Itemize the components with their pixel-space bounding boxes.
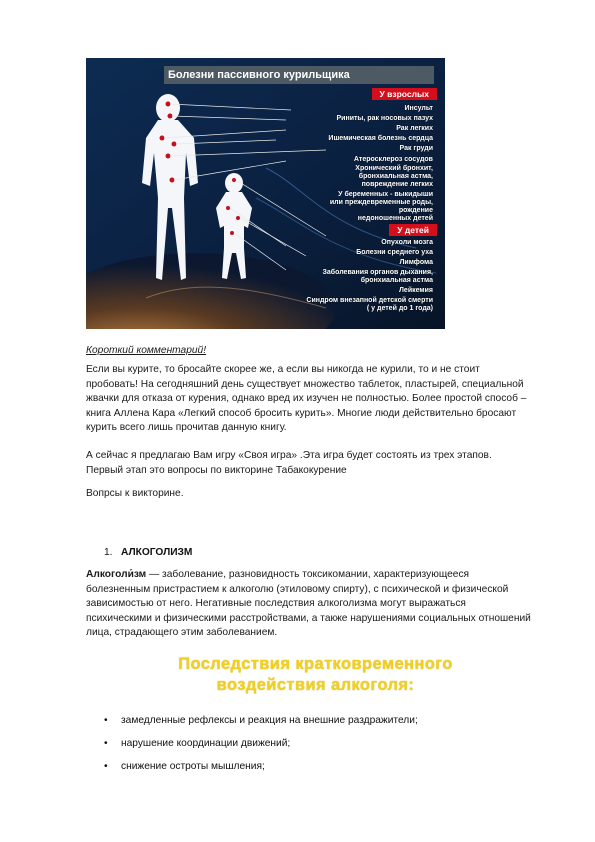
- text-line: курить всего лишь прочитав данную книгу.: [86, 422, 287, 433]
- poster-child-item: Лимфома: [399, 259, 433, 266]
- poster-adult-item: Хронический бронхит,: [355, 165, 433, 172]
- text-line: лица, страдающего этим заболеванием.: [86, 627, 278, 638]
- consequences-banner: [86, 654, 545, 696]
- bullet-dot-icon: •: [104, 761, 108, 772]
- quiz-questions-label: Вопрсы к викторине.: [86, 488, 184, 499]
- text-line: жвачки для отказа от курения, однако вред их изучен не полностью. Более простой способ –: [86, 393, 527, 404]
- poster-child-item: Синдром внезапной детской смерти: [306, 297, 433, 304]
- poster-child-item: бронхиальная астма: [360, 277, 433, 284]
- poster-child-item: Опухоли мозга: [381, 239, 433, 246]
- text-line: болезненным пристрастием к алкоголю (этиловому спирту), с психической и физической: [86, 583, 509, 595]
- poster-adult-item: бронхиальная астма,: [358, 173, 433, 180]
- paragraph-quit-smoking: [86, 363, 526, 436]
- poster-adult-item: Риниты, рак носовых пазух: [336, 115, 433, 122]
- poster-adult-item: или преждевременные роды,: [329, 199, 433, 206]
- section-number: 1.: [104, 547, 113, 558]
- passive-smoker-diseases-image: [86, 58, 445, 329]
- poster-title: Болезни пассивного курильщика: [164, 66, 434, 84]
- poster-children-header: У детей: [389, 224, 437, 236]
- text-line: Первый этап это вопросы по викторине Табакокурение: [86, 464, 347, 476]
- section-title: АЛКОГОЛИЗМ: [121, 547, 193, 558]
- text-line: А сейчас я предлагаю Вам игру «Своя игра» .Эта игра будет состоять из трех этапов.: [86, 450, 492, 461]
- alcoholism-definition: [86, 568, 556, 641]
- text-line: книга Аллена Кара «Легкий способ бросить курить». Многие люди действительно бросают: [86, 407, 517, 419]
- banner-line: Последствия кратковременного: [178, 655, 453, 673]
- poster-adult-item: Атеросклероз сосудов: [353, 156, 433, 163]
- text-line: психическими и физическими расстройствами, а также нарушениями социальных отношений: [86, 612, 531, 624]
- poster-adult-item: Инсульт: [404, 105, 433, 112]
- banner-line: воздействия алкоголя:: [216, 676, 415, 694]
- text-line: — заболевание, разновидность токсикомании, характеризующееся: [146, 569, 470, 580]
- poster-adult-item: повреждение легких: [361, 181, 433, 188]
- bullet-item: замедленные рефлексы и реакция на внешние раздражители;: [121, 715, 418, 726]
- bullet-dot-icon: •: [104, 715, 108, 726]
- text-line: Если вы курите, то бросайте скорее же, а если вы никогда не курили, то и не стоит: [86, 364, 480, 375]
- definition-term: Алкоголи́зм: [86, 569, 147, 580]
- poster-adult-item: У беременных - выкидыши: [338, 191, 433, 198]
- poster-child-item: Болезни среднего уха: [356, 249, 433, 256]
- bullet-dot-icon: •: [104, 738, 108, 749]
- comment-link[interactable]: Короткий комментарий!: [86, 345, 207, 356]
- bullet-item: нарушение координации движений;: [121, 738, 291, 749]
- poster-child-item: Лейкемия: [399, 287, 433, 294]
- poster-adult-item: Рак груди: [399, 145, 433, 152]
- poster-adult-item: Рак легких: [396, 125, 433, 132]
- poster-adult-item: недоношенных детей: [357, 215, 433, 222]
- poster-adult-item: рождение: [398, 207, 433, 214]
- poster-child-item: ( у детей до 1 года): [366, 305, 433, 312]
- text-line: пробовать! На сегодняшний день существует множество таблеток, пластырей, специальной: [86, 378, 524, 390]
- text-line: зависимостью от него. Негативные последствия алкоголизма могут выражаться: [86, 598, 466, 609]
- bullet-item: снижение остроты мышления;: [121, 761, 265, 772]
- paragraph-game-intro: [86, 449, 492, 478]
- poster-adult-item: Ишемическая болезнь сердца: [328, 135, 433, 142]
- poster-adults-header: У взрослых: [372, 88, 438, 100]
- poster-child-item: Заболевания органов дыхания,: [322, 269, 433, 276]
